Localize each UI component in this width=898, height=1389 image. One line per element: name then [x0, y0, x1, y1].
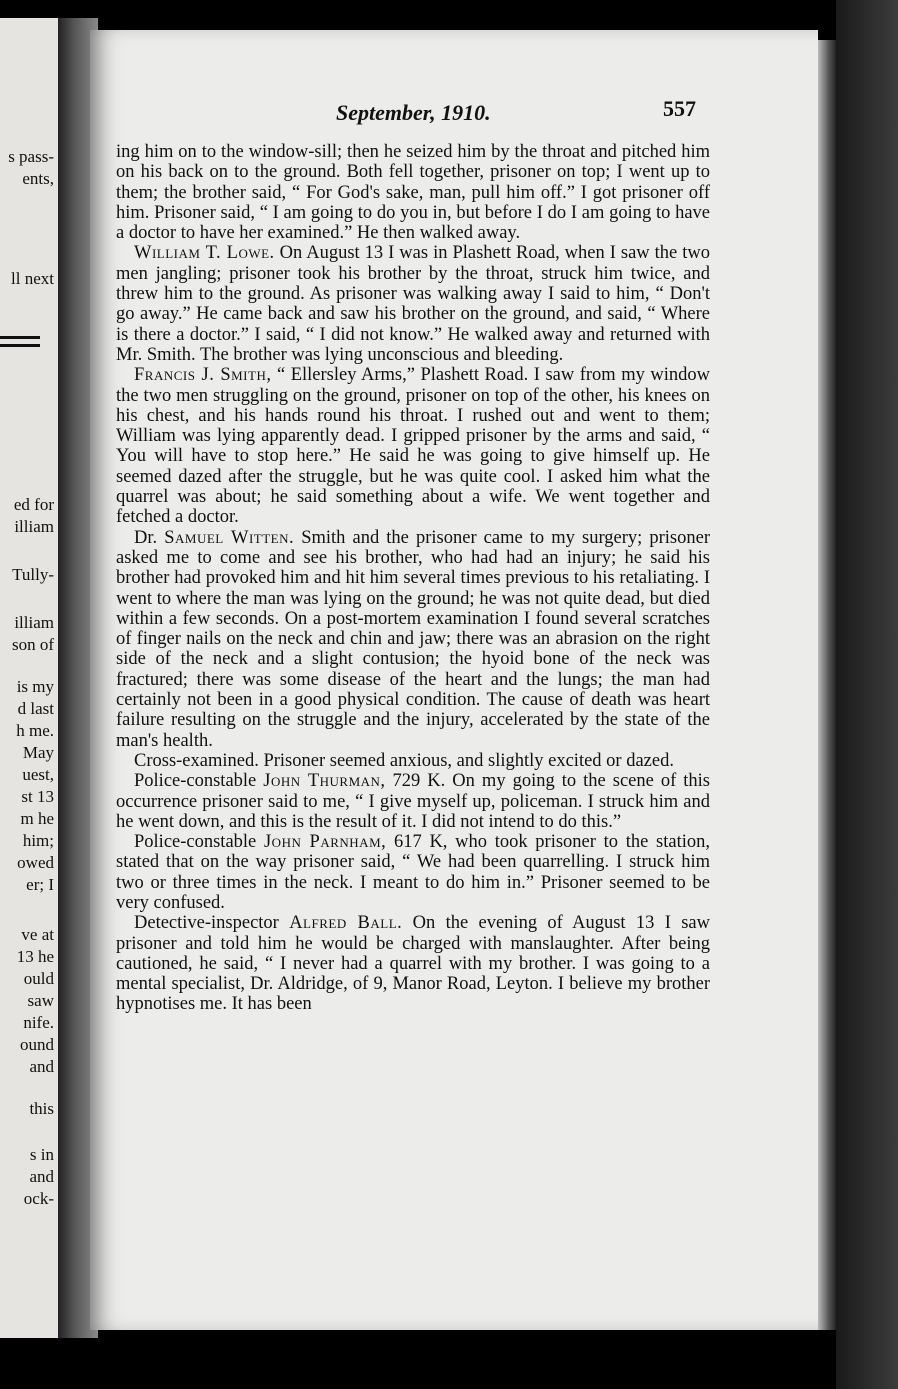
left-text-fragment: illiam	[14, 613, 54, 632]
page-title: September, 1910.	[336, 100, 491, 125]
witness-name: Samuel Witten.	[164, 527, 295, 548]
left-text-fragment: owed	[17, 853, 54, 872]
left-text-fragment: son of	[11, 635, 54, 654]
paragraph	[116, 243, 710, 365]
left-text-fragment: him;	[22, 831, 54, 850]
left-text-fragment: nife.	[23, 1013, 54, 1032]
paragraph-text: ing him on to the window-sill; then he seized him by the throat and pitched him on his back on to the ground. Both fell together, prisoner on top; I went up to them; the brother said, “ For God's sake, man, pull him off.” I got prisoner off him. Prisoner said, “ I am going to do you in, but before I do I am going to have a doctor to have her examined.” He then walked away.	[116, 142, 710, 244]
left-text-fragment: saw	[27, 991, 54, 1010]
paragraph	[116, 913, 710, 1014]
left-text-fragment: ed for	[13, 495, 54, 514]
left-text-fragment: May	[22, 743, 54, 762]
left-text-fragment: and	[29, 1057, 54, 1076]
paragraph-text: “ Ellersley Arms,” Plashett Road. I saw from my window the two men struggling on the ground, prisoner on top of the other, his knees on his chest, and his hands round his throat. I rushed out and went to them; William was lying apparently dead. I gripped prisoner by the arms and said, “ You will have to stop here.” He said he was going to give himself up. He seemed dazed after the struggle, but he was quite cool. I asked him what the quarrel was about; he said something about a wife. We went together and fetched a doctor.	[116, 365, 710, 528]
left-text-fragment: uest,	[22, 765, 54, 784]
left-page-fragment	[0, 18, 64, 1338]
left-text-fragment: illiam	[14, 517, 54, 536]
left-text-fragment: er; I	[26, 875, 54, 894]
paragraph-text: On the evening of August 13 I saw prisoner and told him he would be charged with manslaughter. After being cautioned, he said, “ I never had a quarrel with my brother. I was going to a mental specialist, Dr. Aldridge, of 9, Manor Road, Leyton. I believe my brother hypnotises me. It has been	[116, 913, 711, 1015]
witness-title: Police-constable	[134, 771, 264, 792]
left-text-fragment: d last	[17, 699, 54, 718]
left-text-fragment: ould	[23, 969, 54, 988]
paragraph-text: 617 K, who took prisoner to the station, stated that on the way prisoner said, “ We had been quarrelling. I struck him two or three times in the neck. I meant to do him in.” Prisoner seemed to be very confused.	[116, 832, 711, 913]
left-text-fragment: is my	[16, 677, 54, 696]
paragraph	[116, 832, 710, 913]
witness-name: John Thurman,	[263, 771, 386, 792]
left-text-fragment: s in	[29, 1145, 54, 1164]
running-header	[90, 96, 818, 130]
paragraph	[116, 142, 710, 243]
witness-title: Dr.	[134, 527, 165, 548]
paragraph-text: 729 K. On my going to the scene of this occurrence prisoner said to me, “ I give myself up, policeman. I struck him and he went down, and this is the result of it. I did not intend to do this.”	[116, 771, 710, 832]
paragraph	[116, 365, 710, 527]
paragraph	[116, 771, 710, 832]
left-text-fragment: ock-	[23, 1189, 54, 1208]
left-text-fragment: this	[29, 1099, 54, 1118]
left-text-fragment: st 13	[21, 787, 54, 806]
left-divider-rule	[0, 336, 40, 339]
paragraph-text: Cross-examined. Prisoner seemed anxious, and slightly excited or dazed.	[134, 750, 674, 771]
left-text-fragment: and	[29, 1167, 54, 1186]
left-text-fragment: ents,	[22, 169, 54, 188]
left-text-fragment: h me.	[16, 721, 54, 740]
page-edge	[818, 40, 836, 1330]
witness-name: John Parnham,	[263, 832, 387, 853]
left-text-fragment: ve at	[21, 925, 54, 944]
paragraph-text: Smith and the prisoner came to my surgery; prisoner asked me to come and see his brother, who had had an injury; he said his brother had provoked him and hit him several times previous to his retaliating. I went to where the man was lying on the ground; he was not quite dead, but died within a few seconds. On a post-mortem examination I found several scratches of finger nails on the neck and chin and jaw; there was an abrasion on the right side of the neck and a slight contusion; the hyoid bone of the neck was fractured; there was some disease of the heart and the lungs; the man had certainly not been in a good physical condition. The cause of death was heart failure resulting on the struggle and the injury, accelerated by the state of the man's health.	[116, 527, 710, 751]
book-page	[90, 30, 818, 1330]
left-text-fragment: ll next	[11, 269, 54, 288]
left-text-fragment: s pass-	[8, 147, 54, 166]
left-divider-rule	[0, 344, 40, 347]
body-text	[116, 142, 710, 1015]
paragraph	[116, 751, 710, 771]
left-text-fragment: 13 he	[16, 947, 54, 966]
paragraph	[116, 528, 710, 751]
witness-name: Francis J. Smith,	[134, 365, 272, 386]
paragraph-text: On August 13 I was in Plashett Road, when I saw the two men jangling; prisoner took his brother by the throat, struck him twice, and threw him to the ground. As prisoner was walking away I said to him, “ Don't go away.” He came back and saw his brother on the ground, and said, “ Where is there a doctor.” I said, “ I did not know.” He walked away and returned with Mr. Smith. The brother was lying unconscious and bleeding.	[116, 243, 710, 365]
witness-title: Police-constable	[134, 832, 264, 853]
witness-title: Detective-inspector	[134, 913, 290, 934]
left-text-fragment: m he	[20, 809, 54, 828]
page-number: 557	[663, 96, 696, 121]
witness-name: William T. Lowe.	[134, 243, 275, 264]
left-text-fragment: ound	[20, 1035, 54, 1054]
left-text-fragment: Tully-	[12, 565, 54, 584]
background-right	[836, 0, 898, 1389]
witness-name: Alfred Ball.	[289, 913, 403, 934]
